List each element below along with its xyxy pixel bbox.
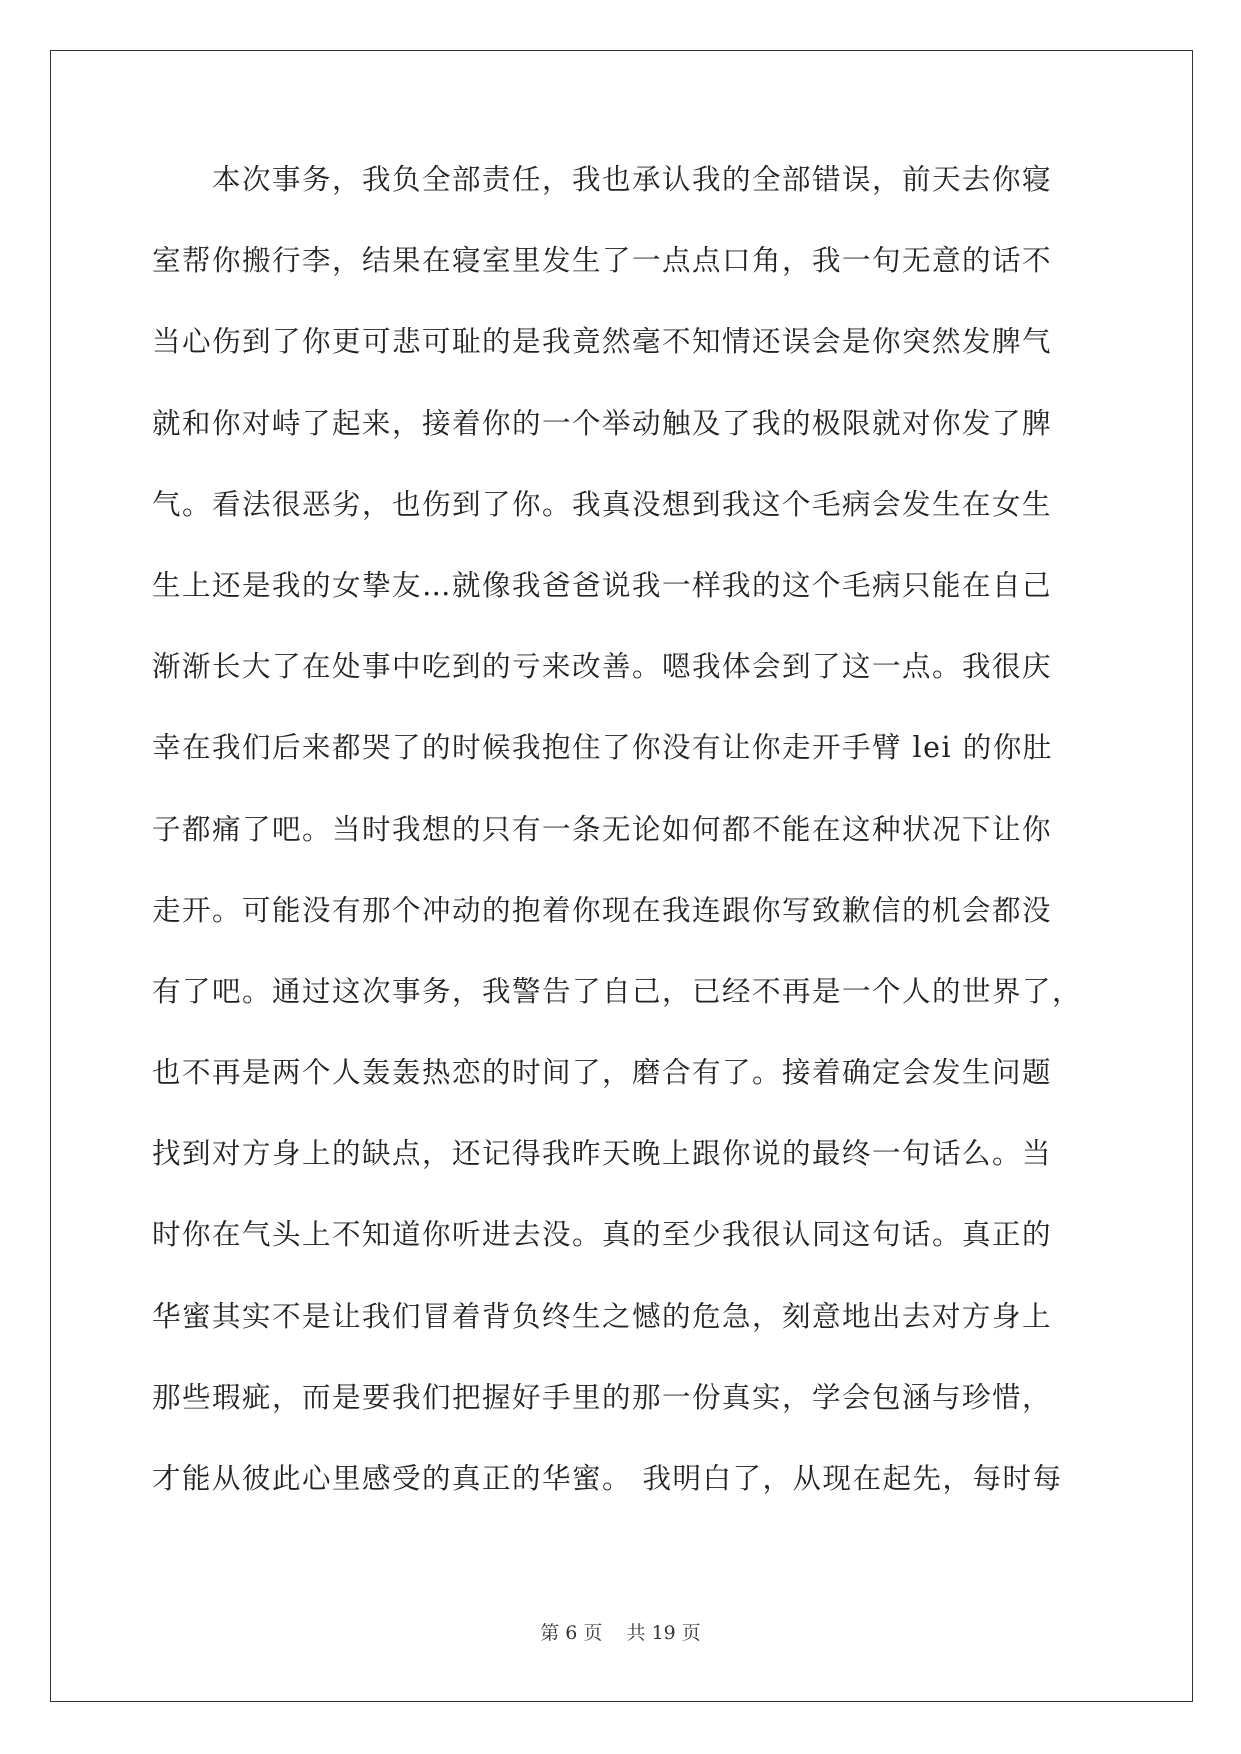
text-line: 生上还是我的女挚友…就像我爸爸说我一样我的这个毛病只能在自己 <box>152 568 1053 602</box>
text-line: 有了吧。通过这次事务，我警告了自己，已经不再是一个人的世界了， <box>152 974 1083 1008</box>
text-line: 华蜜其实不是让我们冒着背负终生之憾的危急，刻意地出去对方身上 <box>152 1299 1053 1333</box>
text-line: 就和你对峙了起来，接着你的一个举动触及了我的极限就对你发了脾 <box>152 406 1053 440</box>
text-line: 时你在气头上不知道你听进去没。真的至少我很认同这句话。真正的 <box>152 1218 1053 1252</box>
text-line: 渐渐长大了在处事中吃到的亏来改善。嗯我体会到了这一点。我很庆 <box>152 650 1053 684</box>
text-line: 才能从彼此心里感受的真正的华蜜。 我明白了，从现在起先，每时每 <box>152 1462 1063 1495</box>
text-line: 气。看法很恶劣，也伤到了你。我真没想到我这个毛病会发生在女生 <box>152 487 1053 521</box>
text-line: 本次事务，我负全部责任，我也承认我的全部错误，前天去你寝 <box>212 163 1053 196</box>
text-line: 也不再是两个人轰轰热恋的时间了，磨合有了。接着确定会发生问题 <box>152 1056 1053 1090</box>
page-number-footer: 第 6 页 共 19 页 <box>540 1622 701 1644</box>
text-line: 室帮你搬行李，结果在寝室里发生了一点点口角，我一句无意的话不 <box>152 244 1053 278</box>
text-line: 幸在我们后来都哭了的时候我抱住了你没有让你走开手臂 lei 的你肚 <box>152 731 1053 765</box>
text-line: 找到对方身上的缺点，还记得我昨天晚上跟你说的最终一句话么。当 <box>152 1137 1053 1171</box>
text-line: 走开。可能没有那个冲动的抱着你现在我连跟你写致歉信的机会都没 <box>152 893 1053 927</box>
text-line: 当心伤到了你更可悲可耻的是我竟然毫不知情还误会是你突然发脾气 <box>152 325 1053 359</box>
text-line: 那些瑕疵，而是要我们把握好手里的那一份真实，学会包涵与珍惜， <box>152 1380 1053 1414</box>
body-text <box>152 160 1092 1540</box>
text-line: 子都痛了吧。当时我想的只有一条无论如何都不能在这种状况下让你 <box>152 812 1053 846</box>
